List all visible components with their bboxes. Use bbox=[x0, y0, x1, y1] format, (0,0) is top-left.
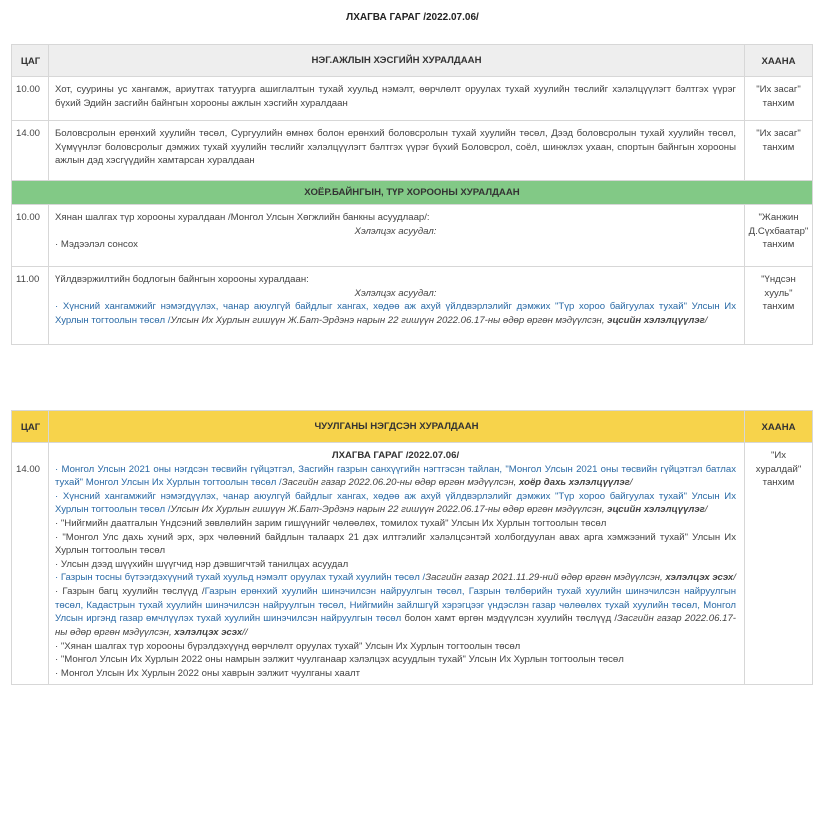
row-time: 10.00 bbox=[12, 77, 49, 121]
row-location: "Их хуралдай" танхим bbox=[745, 443, 813, 685]
row-time: 14.00 bbox=[12, 121, 49, 181]
table-row bbox=[12, 443, 813, 685]
meeting-title: Үйлдвэржилтийн бодлогын байнгын хорооны хуралдаан: bbox=[55, 274, 309, 285]
agenda-item[interactable] bbox=[55, 490, 736, 517]
committee-schedule-table bbox=[11, 44, 813, 345]
meeting-title: Хянан шалгах түр хорооны хуралдаан /Монгол Улсын Хөгжлийн банкны асуудлаар/: bbox=[55, 212, 430, 223]
agenda-item-link[interactable]: · Хүнсний хангамжийг нэмэгдүүлэх, чанар аюулгүй байдлыг хангах, хөдөө аж ахуй үйлдвэрлэлийг дэмжих "Түр хороо байгуулах тухай" Улсын Их Хурлын тогтоолын төсөл / bbox=[55, 301, 736, 326]
row-time: 10.00 bbox=[12, 205, 49, 267]
agenda-item-stage: хоёр дахь хэлэлцүүлэг bbox=[518, 477, 630, 489]
agenda-label: Хэлэлцэх асуудал: bbox=[354, 225, 437, 237]
agenda-item-note: Улсын Их Хурлын гишүүн Ж.Бат-Эрдэнэ нарын 22 гишүүн 2022.06.17-ны өдөр өргөн мэдүүлсэн, bbox=[170, 504, 608, 516]
agenda-item-prefix: · Газрын багц хуулийн төслүүд / bbox=[55, 586, 205, 598]
agenda-item[interactable] bbox=[55, 585, 736, 639]
plenary-schedule-table bbox=[11, 410, 813, 685]
section-band-row bbox=[12, 181, 813, 205]
row-description: Хот, суурины ус хангамж, ариутгах татуурга ашиглалтын тухай хуульд нэмэлт, өөрчлөлт оруулах тухай хуулийн төслийг хэлэлцүүлэгт бэлтгэх үүрэг бүхий Эдийн засгийн байнгын хорооны ажлын хэсгийн хуралдаан bbox=[49, 77, 745, 121]
agenda-item-end: // bbox=[242, 626, 248, 638]
row-description bbox=[49, 443, 745, 685]
agenda-item: · "Монгол Улс дахь хүний эрх, эрх чөлөөний байдлын талаарх 21 дэх илтгэлийг хэлэлцсэнтэй холбогдуулан авах арга хэмжээний тухай" Улсын Их Хурлын тогтоолын төсөл bbox=[55, 531, 736, 557]
agenda-item-end: / bbox=[704, 314, 708, 326]
row-description bbox=[49, 267, 745, 345]
row-location: "Их засаг" танхим bbox=[745, 121, 813, 181]
agenda-item[interactable] bbox=[55, 300, 736, 327]
agenda-item-note: Засгийн газар 2022.06.20-ны өдөр өргөн мэдүүлсэн, bbox=[281, 477, 519, 489]
row-location: "Жанжин Д.Сүхбаатар" танхим bbox=[745, 205, 813, 267]
agenda-item[interactable] bbox=[55, 463, 736, 490]
table-row bbox=[12, 77, 813, 121]
row-location: "Их засаг" танхим bbox=[745, 77, 813, 121]
agenda-item-stage: эцсийн хэлэлцүүлэг bbox=[607, 314, 705, 326]
agenda-item: · "Монгол Улсын Их Хурлын 2022 оны намрын ээлжит чуулганаар хэлэлцэх асуудлын тухай" Улсын Их Хурлын тогтоолын төсөл bbox=[55, 654, 624, 666]
session-subheading: ЛХАГВА ГАРАГ /2022.07.06/ bbox=[331, 450, 460, 461]
row-description bbox=[49, 205, 745, 267]
agenda-item: · Мэдээлэл сонсох bbox=[55, 239, 138, 251]
agenda-item-stage: хэлэлцэх эсэх bbox=[665, 572, 734, 584]
section-header: НЭГ.АЖЛЫН ХЭСГИЙН ХУРАЛДААН bbox=[49, 45, 745, 77]
agenda-item: · "Хянан шалгах түр хорооны бүрэлдэхүүнд өөрчлөлт оруулах тухай" Улсын Их Хурлын тогтоолын төсөл bbox=[55, 640, 521, 652]
time-column-header: ЦАГ bbox=[12, 411, 49, 443]
agenda-item-stage: эцсийн хэлэлцүүлэг bbox=[607, 504, 705, 516]
location-column-header: ХААНА bbox=[745, 411, 813, 443]
section-header: ЧУУЛГАНЫ НЭГДСЭН ХУРАЛДААН bbox=[49, 411, 745, 443]
row-time: 14.00 bbox=[12, 443, 49, 685]
agenda-label: Хэлэлцэх асуудал: bbox=[354, 287, 437, 299]
agenda-item: · Монгол Улсын Их Хурлын 2022 оны хаврын ээлжит чуулганы хаалт bbox=[55, 667, 361, 679]
agenda-item-link[interactable]: Газрын ерөнхий хуулийн шинэчилсэн найруулгын төсөл, Газрын төлбөрийн тухай хуулийн шинэчилсэн найруулгын төсөл, Кадастрын тухай хуулийн шинэчилсэн найруулгын төсөл, Нийгмийн зайлшгүй хэрэгцээг үндэслэн газар чөлөөлөх тухай хуулийн төсөл, Монгол Улсын иргэнд газар өмчлүүлэх тухай хуулийн шинэчилсэн найруулгын төсөл bbox=[55, 586, 737, 625]
agenda-item[interactable] bbox=[55, 571, 736, 585]
agenda-item-note: Засгийн газар 2021.11.29-ний өдөр өргөн мэдүүлсэн, bbox=[425, 572, 666, 584]
agenda-item-end: / bbox=[629, 477, 633, 489]
agenda-item-link[interactable]: · Монгол Улсын 2021 оны нэгдсэн төсвийн гүйцэтгэл, Засгийн газрын санхүүгийн нэгтгэсэн тайлан, "Монгол Улсын 2021 оны төсвийн гүйцэтгэл батлах тухай" Монгол Улсын Их Хурлын тогтоолын төсөл / bbox=[55, 463, 736, 489]
location-column-header: ХААНА bbox=[745, 45, 813, 77]
agenda-item: · Улсын дээд шүүхийн шүүгчид нэр дэвшигчтэй танилцах асуудал bbox=[55, 558, 349, 570]
table-row bbox=[12, 121, 813, 181]
agenda-item-link[interactable]: · Хүнсний хангамжийг нэмэгдүүлэх, чанар аюулгүй байдлыг хангах, хөдөө аж ахуй үйлдвэрлэлийг дэмжих "Түр хороо байгуулах тухай" Улсын Их Хурлын тогтоолын төсөл / bbox=[55, 490, 736, 516]
row-description: Боловсролын ерөнхий хуулийн төсөл, Сургуулийн өмнөх болон ерөнхий боловсролын тухай хуулийн төсөл, Дээд боловсролын тухай хуулийн төсөл, Хүмүүнлэг боловсролыг дэмжих тухай хуулийн төслийг хэлэлцүүлэгт бэлтгэх үүрэг бүхий Боловсрол, соёл, шинжлэх ухаан, спортын байнгын хорооны ажлын дэд хэсгүүдийн хамтарсан хуралдаан bbox=[49, 121, 745, 181]
section-band: ХОЁР.БАЙНГЫН, ТҮР ХОРООНЫ ХУРАЛДААН bbox=[12, 181, 813, 205]
agenda-item-suffix: болон хамт өргөн мэдүүлсэн хуулийн төслүүд / bbox=[401, 613, 618, 625]
time-column-header: ЦАГ bbox=[12, 45, 49, 77]
page-heading: ЛХАГВА ГАРАГ /2022.07.06/ bbox=[346, 12, 479, 23]
agenda-item-end: / bbox=[733, 572, 736, 584]
agenda-item-link[interactable]: · Газрын тосны бүтээгдэхүүний тухай хуульд нэмэлт оруулах тухай хуулийн төсөл / bbox=[55, 572, 426, 584]
agenda-item-stage: хэлэлцэх эсэх bbox=[174, 626, 243, 638]
agenda-item-note: Засгийн газар 2022.06.17-ны өдөр өргөн мэдүүлсэн, bbox=[55, 613, 736, 638]
row-time: 11.00 bbox=[12, 267, 49, 345]
row-location: "Үндсэн хууль" танхим bbox=[745, 267, 813, 345]
agenda-item-end: / bbox=[704, 504, 708, 516]
table-row bbox=[12, 267, 813, 345]
agenda-item-note: Улсын Их Хурлын гишүүн Ж.Бат-Эрдэнэ нарын 22 гишүүн 2022.06.17-ны өдөр өргөн мэдүүлсэн, bbox=[170, 314, 608, 326]
table-header-row bbox=[12, 411, 813, 443]
table-header-row bbox=[12, 45, 813, 77]
agenda-item: · "Нийгмийн даатгалын Үндсэний зөвлөлийн зарим гишүүнийг чөлөөлөх, томилох тухай" Улсын Их Хурлын тогтоолын төсөл bbox=[55, 518, 607, 530]
table-row bbox=[12, 205, 813, 267]
